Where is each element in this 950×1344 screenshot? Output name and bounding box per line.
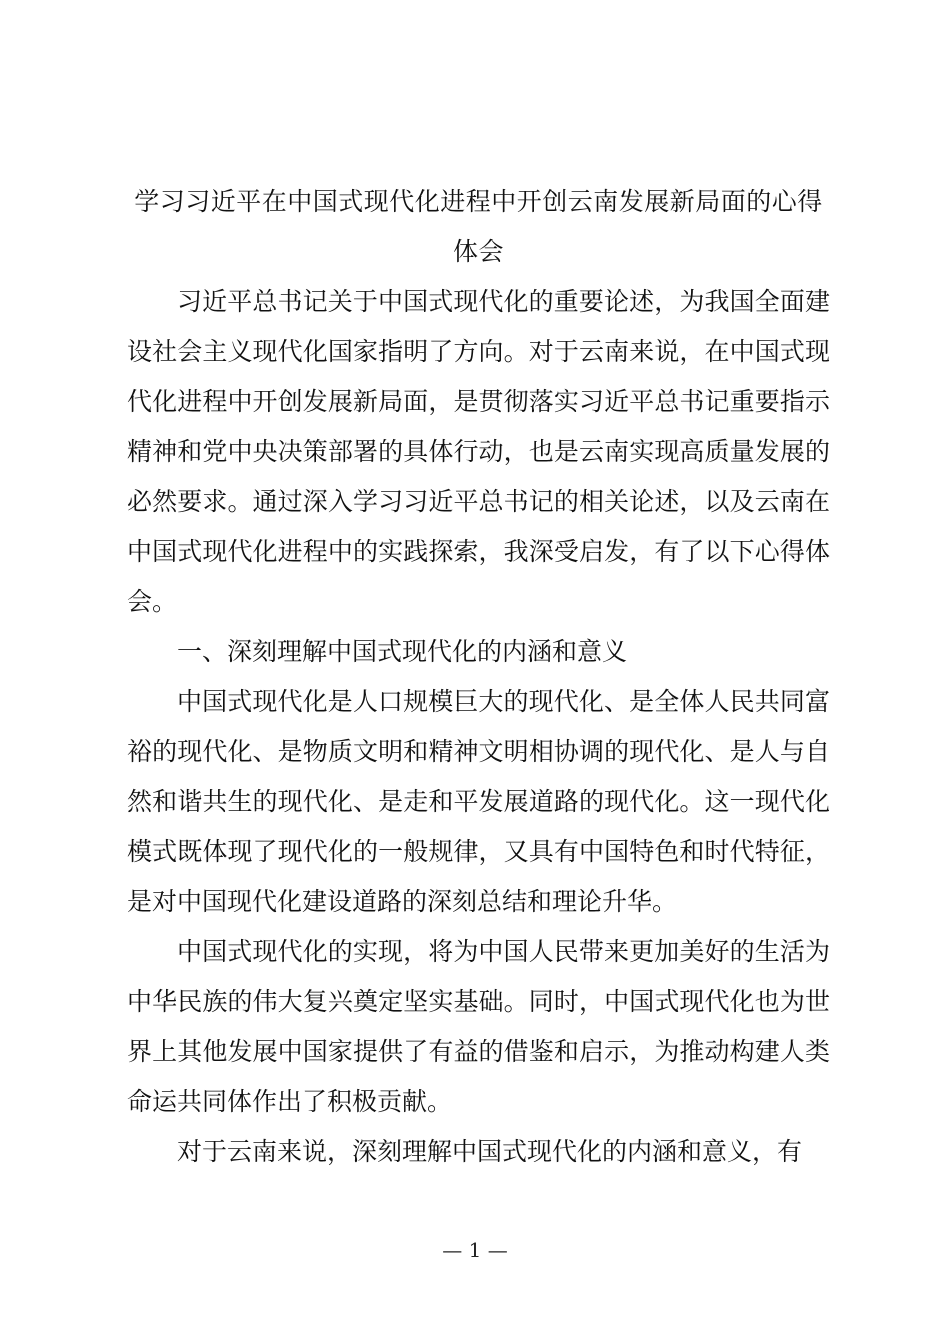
page-number: — 1 — <box>442 1238 508 1262</box>
section-heading-1: 一、深刻理解中国式现代化的内涵和意义 <box>177 637 628 666</box>
document-title: 学习习近平在中国式现代化进程中开创云南发展新局面的心得体会 <box>134 187 823 266</box>
section1-paragraph-1: 中国式现代化是人口规模巨大的现代化、是全体人民共同富裕的现代化、是物质文明和精神文明相协调的现代化、是人与自然和谐共生的现代化、是走和平发展道路的现代化。这一现代化模式既体现了现代化的一般规律，又具有中国特色和时代特征，是对中国现代化建设道路的深刻总结和理论升华。 <box>127 687 830 916</box>
section1-paragraph-2: 中国式现代化的实现，将为中国人民带来更加美好的生活为中华民族的伟大复兴奠定坚实基础。同时，中国式现代化也为世界上其他发展中国家提供了有益的借鉴和启示，为推动构建人类命运共同体作出了积极贡献。 <box>127 937 830 1116</box>
section1-paragraph-3: 对于云南来说，深刻理解中国式现代化的内涵和意义，有 <box>177 1137 803 1166</box>
intro-paragraph: 习近平总书记关于中国式现代化的重要论述，为我国全面建设社会主义现代化国家指明了方向。对于云南来说，在中国式现代化进程中开创发展新局面，是贯彻落实习近平总书记重要指示精神和党中央决策部署的具体行动，也是云南实现高质量发展的必然要求。通过深入学习习近平总书记的相关论述，以及云南在中国式现代化进程中的实践探索，我深受启发，有了以下心得体会。 <box>127 287 830 616</box>
document-body <box>127 177 830 1177</box>
